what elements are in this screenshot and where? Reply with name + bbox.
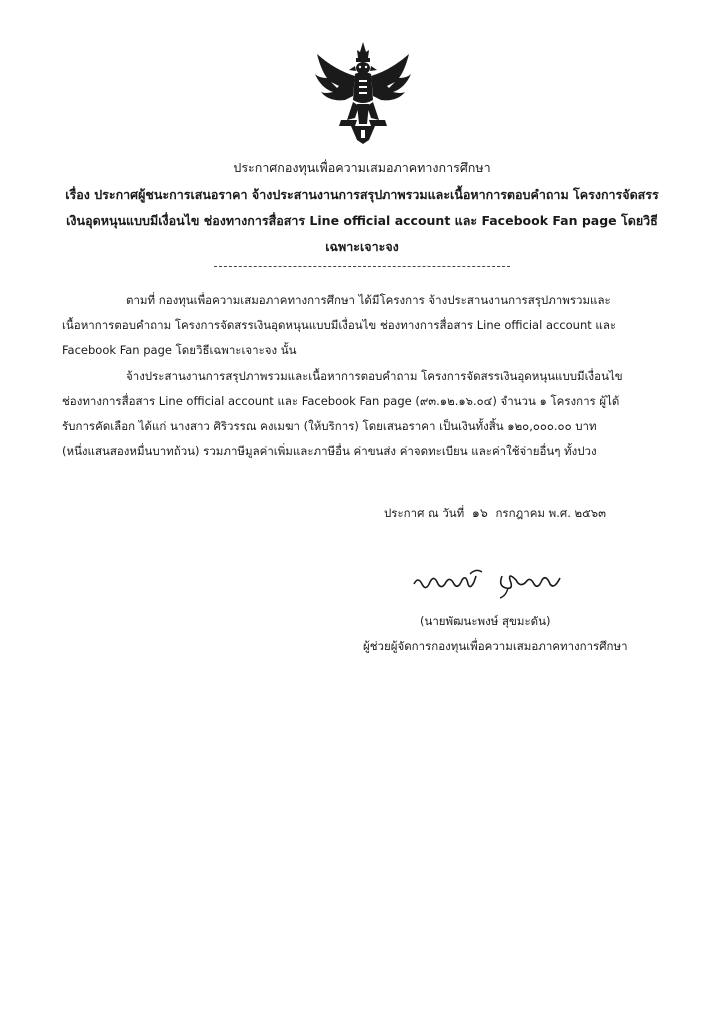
subject-label: เรื่อง — [65, 187, 90, 202]
body-paragraph-1 — [62, 288, 662, 363]
subject-line-2: เงินอุดหนุนแบบมีเงื่อนไข ช่องทางการสื่อสาร Line official account และ Facebook Fan page โดยวิธี — [66, 213, 658, 228]
garuda-emblem-icon — [311, 40, 415, 146]
paragraph-1-line-1: ตามที่ กองทุนเพื่อความเสมอภาคทางการศึกษา ได้มีโครงการ จ้างประสานงานการสรุปภาพรวมและ — [126, 293, 611, 307]
date-prefix: ประกาศ ณ วันที่ — [384, 506, 465, 520]
signatory-position: ผู้ช่วยผู้จัดการกองทุนเพื่อความเสมอภาคทางการศึกษา — [363, 639, 628, 653]
subject-line-1 — [40, 182, 684, 208]
dashed-divider — [214, 266, 510, 267]
subject-block — [40, 182, 684, 260]
subject-line-3: เฉพาะเจาะจง — [325, 239, 399, 254]
paragraph-1-line-2: เนื้อหาการตอบคำถาม โครงการจัดสรรเงินอุดหนุนแบบมีเงื่อนไข ช่องทางการสื่อสาร Line official account และ — [62, 318, 617, 332]
date-month-year: กรกฎาคม พ.ศ. ๒๕๖๓ — [495, 506, 606, 520]
handwritten-signature — [410, 566, 570, 600]
subject-text-1: ประกาศผู้ชนะการเสนอราคา จ้างประสานงานการสรุปภาพรวมและเนื้อหาการตอบคำถาม โครงการจัดสรร — [94, 187, 659, 202]
paragraph-2-line-3: รับการคัดเลือก ได้แก่ นางสาว ศิริวรรณ คงเมฆา (ให้บริการ) โดยเสนอราคา เป็นเงินทั้งสิ้น ๑๒๐,๐๐๐.๐๐ บาท — [62, 419, 597, 433]
body-paragraph-2 — [62, 364, 662, 464]
paragraph-2-line-1: จ้างประสานงานการสรุปภาพรวมและเนื้อหาการตอบคำถาม โครงการจัดสรรเงินอุดหนุนแบบมีเงื่อนไข — [126, 369, 623, 383]
paragraph-2-line-2: ช่องทางการสื่อสาร Line official account และ Facebook Fan page (๙๓.๑๒.๑๖.๐๔) จำนวน ๑ โครงการ ผู้ได้ — [62, 394, 620, 408]
signatory-name: (นายพัฒนะพงษ์ สุขมะดัน) — [420, 614, 551, 628]
paragraph-2-line-4: (หนึ่งแสนสองหมื่นบาทถ้วน) รวมภาษีมูลค่าเพิ่มและภาษีอื่น ค่าขนส่ง ค่าจดทะเบียน และค่าใช้จ่ายอื่นๆ ทั้งปวง — [62, 444, 597, 458]
date-day: ๑๖ — [471, 505, 488, 520]
organization-title: ประกาศกองทุนเพื่อความเสมอภาคทางการศึกษา — [233, 160, 491, 175]
announcement-date — [384, 503, 606, 523]
paragraph-1-line-3: Facebook Fan page โดยวิธีเฉพาะเจาะจง นั้น — [62, 343, 297, 357]
